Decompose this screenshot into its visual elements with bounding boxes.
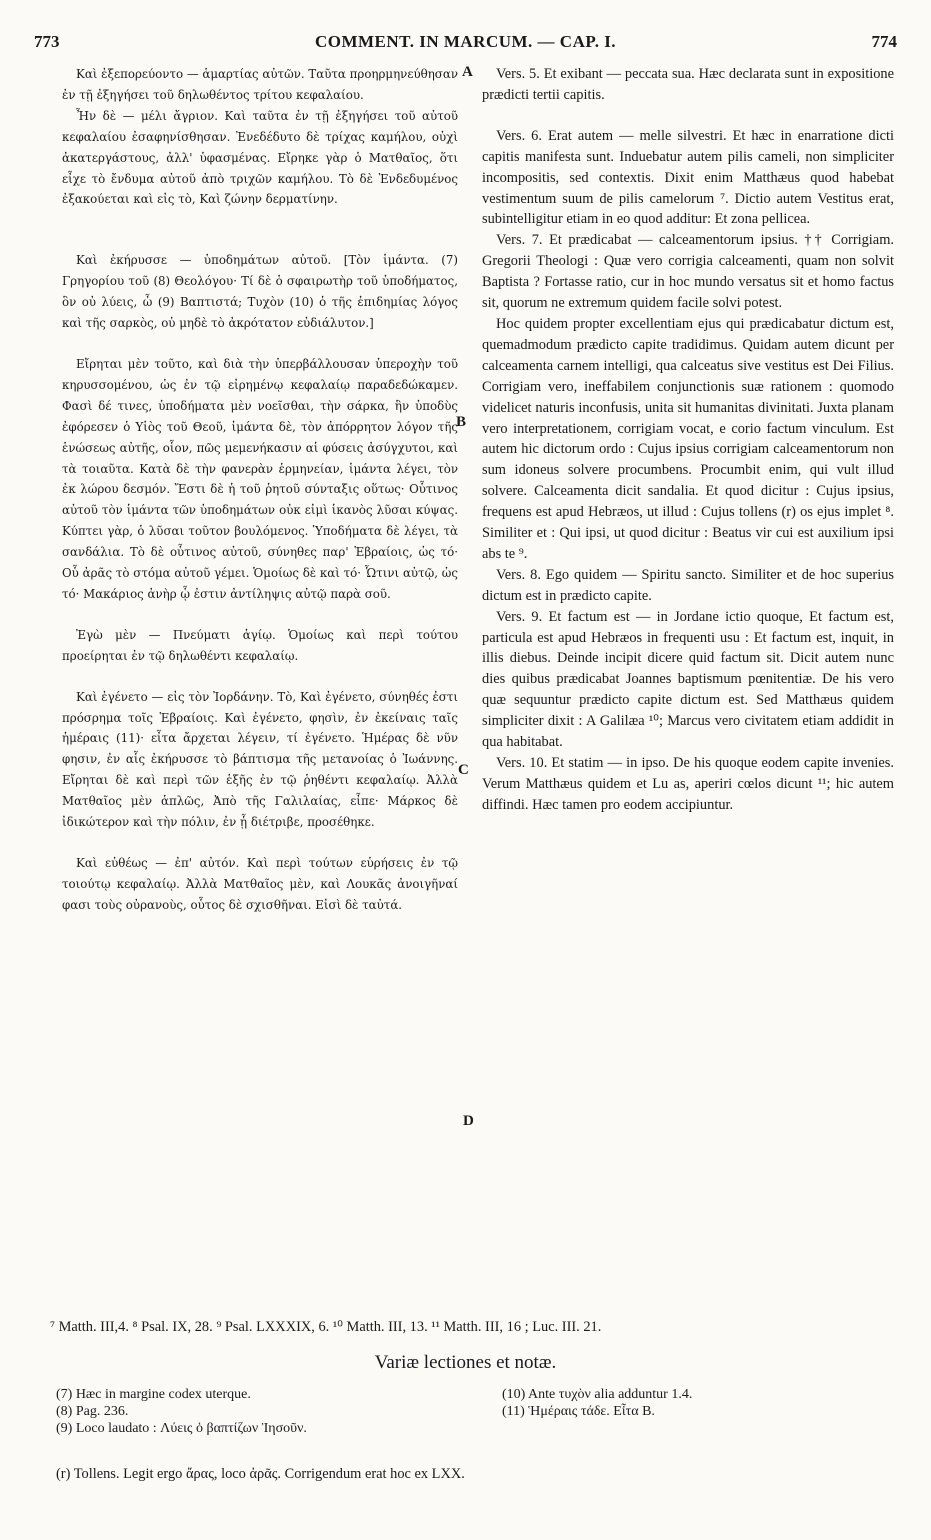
left-column-number: 773	[34, 32, 60, 51]
latin-text-column	[482, 64, 894, 1314]
greek-paragraph-4: Εἴρηται μὲν τοῦτο, καὶ διὰ τὴν ὑπερβάλλουσαν ὑπεροχὴν τοῦ κηρυσσομένου, ὡς ἐν τῷ εἰρημένῳ κεφαλαίῳ παραδεδώκαμεν. Φασὶ δέ τινες, ὑποδήματα μὲν νοεῖσθαι, τὴν σάρκα, ἣν ὑποδὺς ἐφόρεσεν ὁ Υἱὸς τοῦ Θεοῦ, ἱμάντα δὲ, τὸν ἀπόρρητον λόγον τῆς ἑνώσεως αὐτῆς, οἷον, πῶς μεμενήκασιν αἱ φύσεις ἀσύγχυτοι, καὶ τὰ τοιαῦτα. Κατὰ δὲ τὴν φανερὰν ἑρμηνείαν, ἱμάντα λέγει, τὸν ἐκ λώρου δεσμόν. Ἔστι δὲ ἡ τοῦ ῥητοῦ σύνταξις οὕτως· Οὗτινος αὐτοῦ τὸν ἱμάντα τῶν ὑποδημάτων οὐκ εἰμὶ ἱκανὸς λῦσαι κύψας. Κύπτει γὰρ, ὁ λῦσαι τοῦτον βουλόμενος. Ὑποδήματα δὲ λέγει, τὰ σανδάλια. Τὸ δὲ οὗτινος αὐτοῦ, σύνηθες παρ' Ἑβραίοις, ὡς τό· Οὗ ἀρᾶς τὸ στόμα αὐτοῦ γέμει. Ὁμοίως δὲ καὶ τό· Ὧτινι αὐτῷ, ὡς τό· Μακάριος ἀνὴρ ᾧ ἐστιν ἀντίληψις αὐτῷ παρὰ σοῦ.	[62, 356, 458, 601]
latin-paragraph-6: Vers. 9. Et factum est — in Jordane ictio quoque, Et factum est, particula est apud Hebræos in frequenti usu : Et factum est, inquit, in illis diebus. Deinde incipit dicere quid factum sit. Dicit autem nunc dies quibus prædicabat Joannes baptismum pœnitentiæ. De his vero quæ sequuntur prædicto capite dictum est. Sed Matthæus quidem simpliciter dixit : A Galilæa ¹⁰; Marcus vero civitatem etiam addidit in qua habitabat.	[482, 608, 894, 751]
latin-paragraph-4: Hoc quidem propter excellentiam ejus qui prædicabatur dictum est, quemadmodum prædicto capite tradidimus. Quidam autem dicunt per calceamenta carnem intelligi, qua calceatus sive vestitus est Dei Filius. Corrigiam vero, ineffabilem conjunctionis suæ rationem : quomodo videlicet naturis inconfusis, unita sit humanitas divinitati. Juxta planam vero interpretationem, corrigiam vocat, e corio factum vinculum. Est autem hic dictorum ordo : Cujus ipsius corrigiam calceamentorum non sum idoneus solvere procumbens. Procumbit enim, qui vult illud solvere. Calceamenta dicit sandalia. Et quod dicitur : Cujus ipsius, frequens est apud Hebræos, ut illud : Cujus tollens (r) os ejus implet ⁸. Similiter et : Qui ipsi, ut quod dicitur : Beatus vir cui est auxilium ipsi abs te ⁹.	[482, 315, 894, 562]
margin-mark-d: D	[463, 1113, 474, 1129]
greek-paragraph-6: Καὶ ἐγένετο — εἰς τὸν Ἰορδάνην. Τὸ, Καὶ ἐγένετο, σύνηθές ἐστι πρόσρημα τοῖς Ἑβραίοις. Καὶ ἐγένετο, φησὶν, ἐν ἐκείναις ταῖς ἡμέραις (11)· εἶτα ἄρχεται λέγειν, τί ἐγένετο. Ἡμέρας δὲ νῦν φησιν, ἐν αἷς ἐκήρυσσε τὸ βάπτισμα τῆς μετανοίας ὁ Ἰωάννης. Εἴρηται δὲ καὶ περὶ τῶν ἑξῆς ἐν τῷ ῥηθέντι κεφαλαίῳ. Ἀλλὰ Ματθαῖος μὲν ἁπλῶς, Ἀπὸ τῆς Γαλιλαίας, εἶπε· Μάρκος δὲ ἰδικώτερον καὶ τὴν πόλιν, ἐν ᾗ διέτριβε, προσέθηκε.	[62, 689, 458, 830]
variant-note: (11) Ἡμέραις τάδε. Εἶτα B.	[502, 1404, 655, 1419]
variant-note: (10) Ante τυχὸν alia adduntur 1.4.	[502, 1387, 693, 1402]
variant-notes-left	[56, 1386, 486, 1437]
latin-paragraph-1: Vers. 5. Et exibant — peccata sua. Hæc declarata sunt in expositione prædicti tertii capitis.	[482, 66, 894, 103]
running-header	[34, 32, 897, 58]
margin-mark-c: C	[458, 762, 469, 778]
latin-paragraph-5: Vers. 8. Ego quidem — Spiritu sancto. Similiter et de hoc superius dictum est in prædicto capite.	[482, 566, 894, 604]
latin-paragraph-2: Vers. 6. Erat autem — melle silvestri. Et hæc in enarratione dicti capitis manifesta sunt. Induebatur autem pilis cameli, non simpliciter incompositis, sed contextis. Dixit enim Matthæus quod habebat vestimentum suum de pilis camelorum ⁷. Dictio autem Vestitus erat, subintelligitur etiam in eo quod additur: Et zona pellicea.	[482, 127, 894, 228]
latin-paragraph-7: Vers. 10. Et statim — in ipso. De his quoque eodem capite invenies. Verum Matthæus quidem et Lu as, aperiri cœlos dicunt ¹¹; hic autem diffindi. Hæc tamen pro eodem accipiuntur.	[482, 755, 894, 813]
greek-paragraph-7: Καὶ εὐθέως — ἐπ' αὐτόν. Καὶ περὶ τούτων εὑρήσεις ἐν τῷ τοιούτῳ κεφαλαίῳ. Ἀλλὰ Ματθαῖος μὲν, καὶ Λουκᾶς ἀνοιγῆναί φασι τοὺς οὐρανοὺς, οὗτος δὲ σχισθῆναι. Εἰσὶ δὲ ταὐτά.	[62, 856, 458, 912]
greek-text-column	[62, 64, 458, 1314]
variant-note: (7) Hæc in margine codex uterque.	[56, 1387, 251, 1402]
variae-lectiones-heading: Variæ lectiones et notæ.	[374, 1352, 557, 1373]
greek-paragraph-2: Ἦν δὲ — μέλι ἄγριον. Καὶ ταῦτα ἐν τῇ ἐξηγήσει τοῦ αὐτοῦ κεφαλαίου ἐσαφηνίσθησαν. Ἐνεδέδυτο δὲ τρίχας καμήλου, οὐχὶ ἀκατεργάστους, ἀλλ' ὑφασμένας. Εἴρηκε γὰρ ὁ Ματθαῖος, ὅτι εἶχε τὸ ἔνδυμα αὐτοῦ ἀπὸ τριχῶν καμήλου. Τὸ δὲ Ἐνδεδυμένος ἐξακούεται καὶ εἰς τὸ, Καὶ ζώνην δερματίνην.	[62, 108, 458, 207]
page-title: COMMENT. IN MARCUM. — CAP. I.	[314, 32, 617, 51]
greek-paragraph-5: Ἐγὼ μὲν — Πνεύματι ἁγίῳ. Ὁμοίως καὶ περὶ τούτου προείρηται ἐν τῷ δηλωθέντι κεφαλαίῳ.	[62, 627, 458, 663]
editorial-note-r: (r) Tollens. Legit ergo ἄρας, loco ἀρᾶς. Corrigendum erat hoc ex LXX.	[56, 1466, 465, 1482]
greek-paragraph-1: Καὶ ἐξεπορεύοντο — ἁμαρτίας αὐτῶν. Ταῦτα προηρμηνεύθησαν ἐν τῇ ἐξηγήσει τοῦ δηλωθέντος τρίτου κεφαλαίου.	[62, 67, 458, 102]
margin-mark-a: A	[462, 64, 473, 80]
variant-notes-right	[502, 1386, 902, 1420]
margin-mark-b: B	[456, 414, 467, 430]
greek-paragraph-3: Καὶ ἐκήρυσσε — ὑποδημάτων αὐτοῦ. [Τὸν ἱμάντα. (7) Γρηγορίου τοῦ (8) Θεολόγου· Τί δὲ ὁ σφαιρωτὴρ τοῦ ὑποδήματος, ὃν οὐ λύεις, ὦ (9) Βαπτιστά; Τυχὸν (10) ὁ τῆς ἐπιδημίας λόγος καὶ τῆς σαρκὸς, οὐ μηδὲ τὸ ἀκρότατον εὐδιάλυτον.]	[62, 253, 458, 331]
scripture-footnotes: ⁷ Matth. III,4. ⁸ Psal. IX, 28. ⁹ Psal. LXXXIX, 6. ¹⁰ Matth. III, 13. ¹¹ Matth. III, 16 ; Luc. III. 21.	[50, 1319, 602, 1335]
variant-note: (9) Loco laudato : Λύεις ὁ βαπτίζων Ἰησοῦν.	[56, 1421, 307, 1436]
variant-note: (8) Pag. 236.	[56, 1404, 129, 1419]
right-column-number: 774	[871, 32, 897, 51]
latin-paragraph-3: Vers. 7. Et prædicabat — calceamentorum ipsius. †† Corrigiam. Gregorii Theologi : Quæ vero corrigia calceamenti, quam non solvit Baptista ? Fortasse ratio, cur in hoc mundo versatus sit et homo factus sit, quorum ne extremum quidem facile solvi potest.	[482, 232, 894, 312]
